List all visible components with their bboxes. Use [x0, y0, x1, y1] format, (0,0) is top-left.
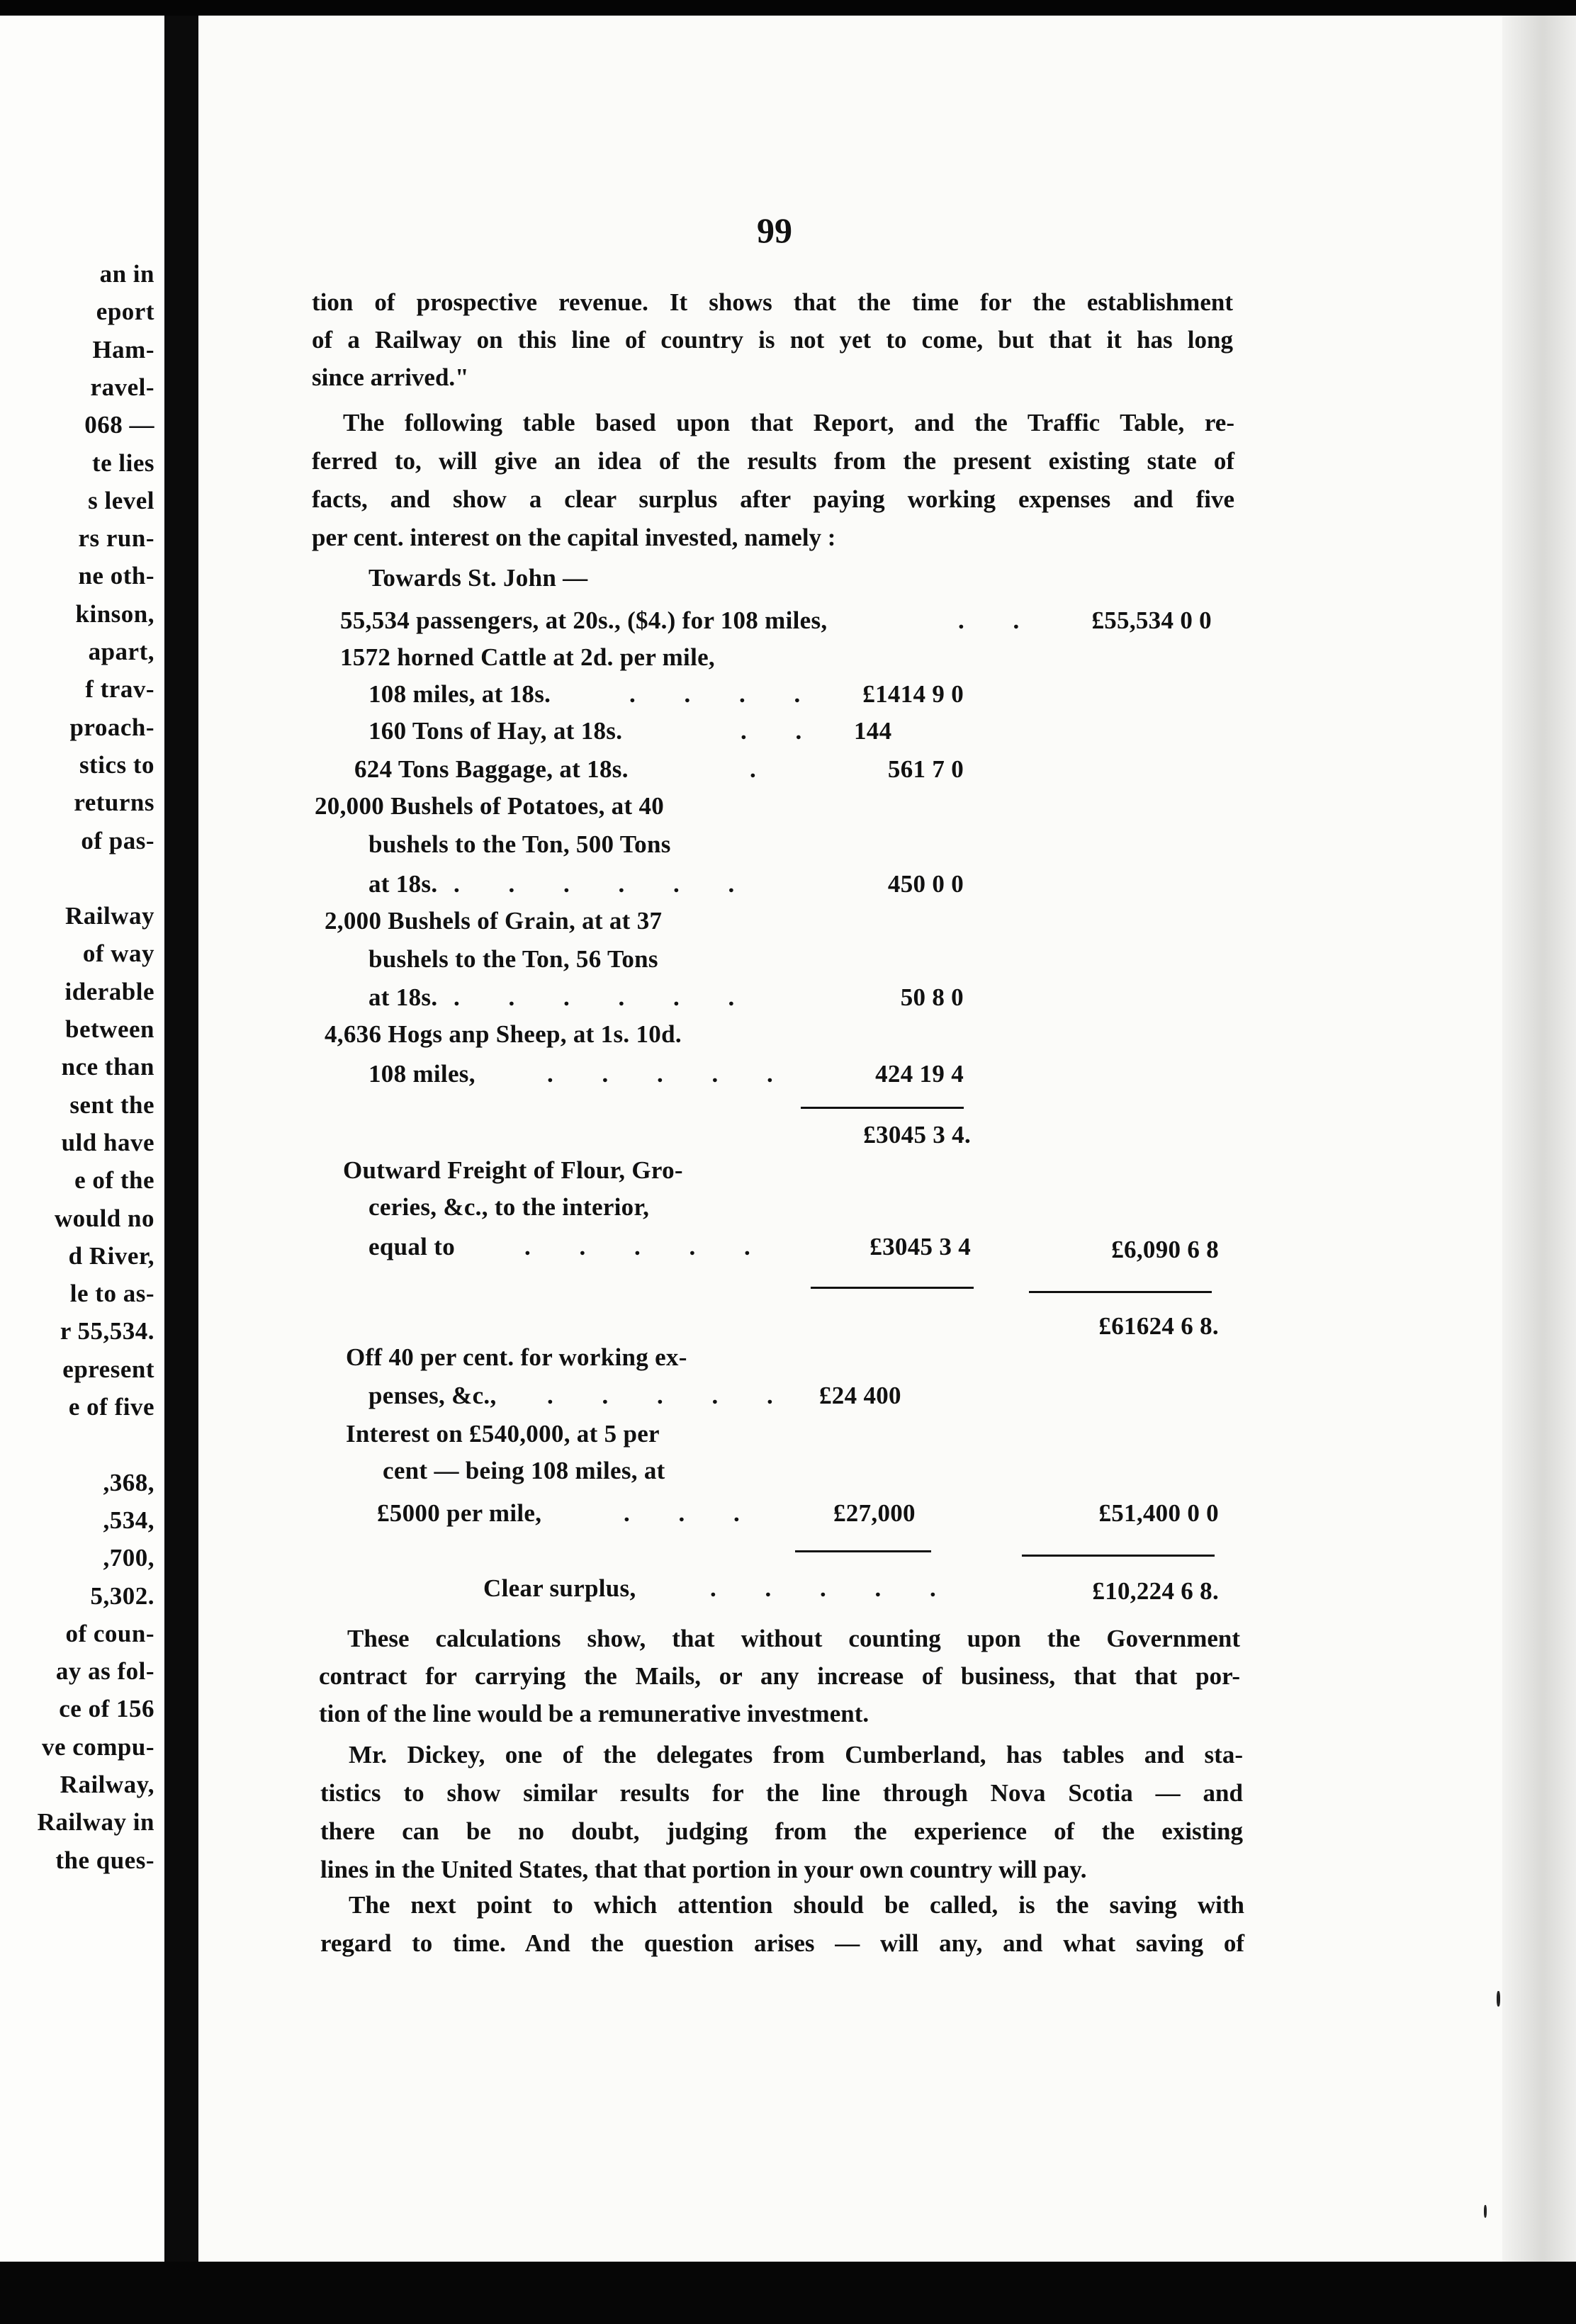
left-page-text-fragment: e of the	[74, 1166, 154, 1195]
row-outward-cont: ceries, &c., to the interior,	[368, 1193, 650, 1221]
amount-interest: £27,000	[833, 1499, 916, 1527]
leader-dots: . . . . .	[547, 1060, 794, 1088]
left-page-text-fragment: Railway	[65, 902, 154, 930]
grand-total-amount: £61624 6 8.	[1098, 1312, 1219, 1340]
left-page-text-fragment: epresent	[62, 1355, 154, 1383]
row-off-cont: penses, &c.,	[368, 1382, 497, 1409]
left-page-text-fragment: iderable	[64, 977, 154, 1005]
sum-rule	[811, 1287, 974, 1289]
book-gutter	[164, 16, 198, 2262]
row-interest-cont: cent — being 108 miles, at	[383, 1457, 665, 1484]
left-page-text-fragment: proach-	[69, 713, 154, 741]
left-page-text-fragment: ve compu-	[41, 1732, 154, 1761]
row-potatoes: 20,000 Bushels of Potatoes, at 40	[315, 792, 665, 820]
left-page-text-fragment: Ham-	[92, 335, 154, 363]
text-line: regard to time. And the question arises — will any, and what saving of	[320, 1929, 1244, 1957]
left-page-text-fragment: eport	[96, 298, 154, 326]
left-page-text-fragment: ce of 156	[59, 1695, 154, 1723]
left-page-text-fragment: e of five	[68, 1393, 154, 1421]
left-page-text-fragment: ,700,	[103, 1544, 154, 1572]
row-passengers: 55,534 passengers, at 20s., ($4.) for 108 miles,	[340, 607, 828, 634]
left-page-text-fragment: would no	[54, 1204, 154, 1232]
left-page-text-fragment: returns	[74, 789, 154, 817]
left-page-text-fragment: d River,	[68, 1241, 154, 1270]
left-page-text-fragment: of coun-	[65, 1619, 154, 1647]
amount-outward: £3045 3 4	[869, 1233, 971, 1260]
leader-dots: . . . . .	[710, 1574, 957, 1602]
text-line: facts, and show a clear surplus after paying working expenses and five	[312, 485, 1234, 513]
leader-dots: . . . . . .	[454, 870, 756, 898]
left-page-text-fragment: kinson,	[75, 599, 154, 628]
left-page-text-fragment: ravel-	[90, 373, 154, 401]
left-page-text-fragment: r 55,534.	[60, 1317, 154, 1346]
paragraph-2	[312, 404, 1234, 557]
leader-dots: . . . .	[629, 680, 822, 708]
paragraph-3	[319, 1620, 1240, 1732]
text-line: there can be no doubt, judging from the experience of the existing	[320, 1817, 1243, 1845]
row-hogs: 4,636 Hogs anp Sheep, at 1s. 10d.	[325, 1020, 682, 1048]
left-page-text-fragment: ay as fol-	[55, 1657, 154, 1686]
amount-cattle: £1414 9 0	[862, 680, 964, 708]
subtotal-amount: £3045 3 4.	[863, 1121, 971, 1149]
text-line: tion of prospective revenue. It shows that the time for the establishment	[312, 288, 1233, 316]
left-page-text-fragment: te lies	[91, 449, 154, 477]
amount-off: £24 400	[819, 1382, 901, 1409]
row-hogs-cont: 108 miles,	[368, 1060, 475, 1088]
text-line: tion of the line would be a remunerative investment.	[319, 1700, 869, 1727]
row-outward-cont: equal to	[368, 1233, 455, 1260]
left-page-text-fragment: sent the	[69, 1090, 154, 1119]
sum-rule	[795, 1550, 931, 1552]
left-page-text-fragment: rs run-	[78, 524, 154, 553]
leader-dots: . . . . .	[524, 1233, 772, 1260]
row-potatoes-cont: at 18s.	[368, 870, 438, 898]
row-off: Off 40 per cent. for working ex-	[346, 1343, 687, 1371]
left-page-text-fragment: apart,	[88, 638, 154, 665]
text-line: contract for carrying the Mails, or any increase of business, that that por-	[319, 1662, 1240, 1690]
leader-dots: . . . . .	[547, 1382, 794, 1409]
left-facing-page	[0, 16, 164, 2262]
amount-potatoes: 450 0 0	[887, 870, 964, 898]
left-page-text-fragment: of pas-	[81, 826, 154, 854]
left-page-text-fragment: s level	[88, 486, 154, 514]
text-line: The following table based upon that Report, and the Traffic Table, re-	[343, 409, 1234, 436]
left-page-text-fragment: 068 —	[84, 411, 154, 439]
text-line: tistics to show similar results for the line through Nova Scotia — and	[320, 1779, 1243, 1807]
surplus-amount: £10,224 6 8.	[1092, 1577, 1219, 1605]
leader-dots: . .	[958, 607, 1041, 634]
row-grain-cont: bushels to the Ton, 56 Tons	[368, 945, 658, 973]
amount-deductions: £51,400 0 0	[1098, 1499, 1219, 1527]
row-cattle-cont: 108 miles, at 18s.	[368, 680, 551, 708]
text-line: of a Railway on this line of country is not yet to come, but that it has long	[312, 326, 1233, 354]
sum-rule	[1022, 1555, 1215, 1557]
text-line: per cent. interest on the capital invested, namely :	[312, 524, 836, 551]
row-cattle: 1572 horned Cattle at 2d. per mile,	[340, 643, 715, 671]
row-grain: 2,000 Bushels of Grain, at at 37	[325, 907, 663, 935]
amount-hay: 144	[854, 717, 892, 745]
sum-rule	[801, 1107, 964, 1109]
left-page-text-fragment: le to as-	[69, 1280, 154, 1308]
text-line: lines in the United States, that that portion in your own country will pay.	[320, 1856, 1087, 1883]
left-page-text-fragment: the ques-	[55, 1846, 154, 1874]
amount-hogs: 424 19 4	[875, 1060, 964, 1088]
left-page-text-fragment: ,368,	[103, 1468, 154, 1496]
amount-passengers: £55,534 0 0	[1091, 607, 1212, 634]
sum-rule	[1029, 1291, 1212, 1293]
row-interest-cont: £5000 per mile,	[377, 1499, 542, 1527]
left-page-text-fragment: ,534,	[103, 1506, 154, 1534]
paragraph-4	[320, 1736, 1243, 1889]
leader-dots: . .	[741, 717, 823, 745]
left-page-text-fragment: ne oth-	[78, 562, 154, 590]
scan-speck	[1484, 2205, 1487, 2218]
amount-grain: 50 8 0	[900, 983, 964, 1011]
leader-dots: . . . . . .	[454, 983, 756, 1011]
left-page-text-fragment: between	[65, 1015, 154, 1043]
leader-dots: .	[750, 755, 777, 783]
scan-border-bottom	[0, 2262, 1576, 2324]
surplus-label: Clear surplus,	[483, 1574, 636, 1602]
paragraph-1	[312, 283, 1233, 396]
row-hay: 160 Tons of Hay, at 18s.	[368, 717, 623, 745]
text-line: ferred to, will give an idea of the results from the present existing state of	[312, 447, 1234, 475]
row-interest: Interest on £540,000, at 5 per	[346, 1420, 660, 1448]
paragraph-5	[320, 1886, 1244, 1963]
scan-speck	[1497, 1991, 1500, 2007]
text-line: since arrived."	[312, 363, 469, 391]
row-grain-cont: at 18s.	[368, 983, 438, 1011]
left-page-text-fragment: nce than	[61, 1053, 154, 1081]
text-line: The next point to which attention should be called, is the saving with	[349, 1891, 1244, 1919]
amount-baggage: 561 7 0	[887, 755, 964, 783]
left-page-text-fragment: an in	[99, 260, 154, 288]
left-page-text-fragment: f trav-	[85, 675, 154, 704]
left-page-text-fragment: of way	[82, 940, 154, 968]
left-page-text-fragment: uld have	[61, 1128, 154, 1156]
left-page-text-fragment: Railway,	[60, 1771, 154, 1798]
scan-border-top	[0, 0, 1576, 16]
leader-dots: . . .	[624, 1499, 761, 1527]
amount-outward-total: £6,090 6 8	[1111, 1236, 1219, 1263]
left-page-text-fragment: stics to	[79, 750, 154, 779]
table-heading: Towards St. John —	[368, 564, 588, 592]
page-edge-shadow	[1502, 16, 1576, 2262]
text-line: Mr. Dickey, one of the delegates from Cumberland, has tables and sta-	[349, 1741, 1243, 1769]
left-page-text-fragment: Railway in	[37, 1808, 154, 1837]
text-line: These calculations show, that without counting upon the Government	[347, 1625, 1240, 1652]
row-outward: Outward Freight of Flour, Gro-	[343, 1156, 683, 1184]
page-number: 99	[757, 210, 792, 250]
row-baggage: 624 Tons Baggage, at 18s.	[354, 755, 629, 783]
left-page-text-fragment: 5,302.	[90, 1581, 154, 1610]
row-potatoes-cont: bushels to the Ton, 500 Tons	[368, 830, 671, 858]
